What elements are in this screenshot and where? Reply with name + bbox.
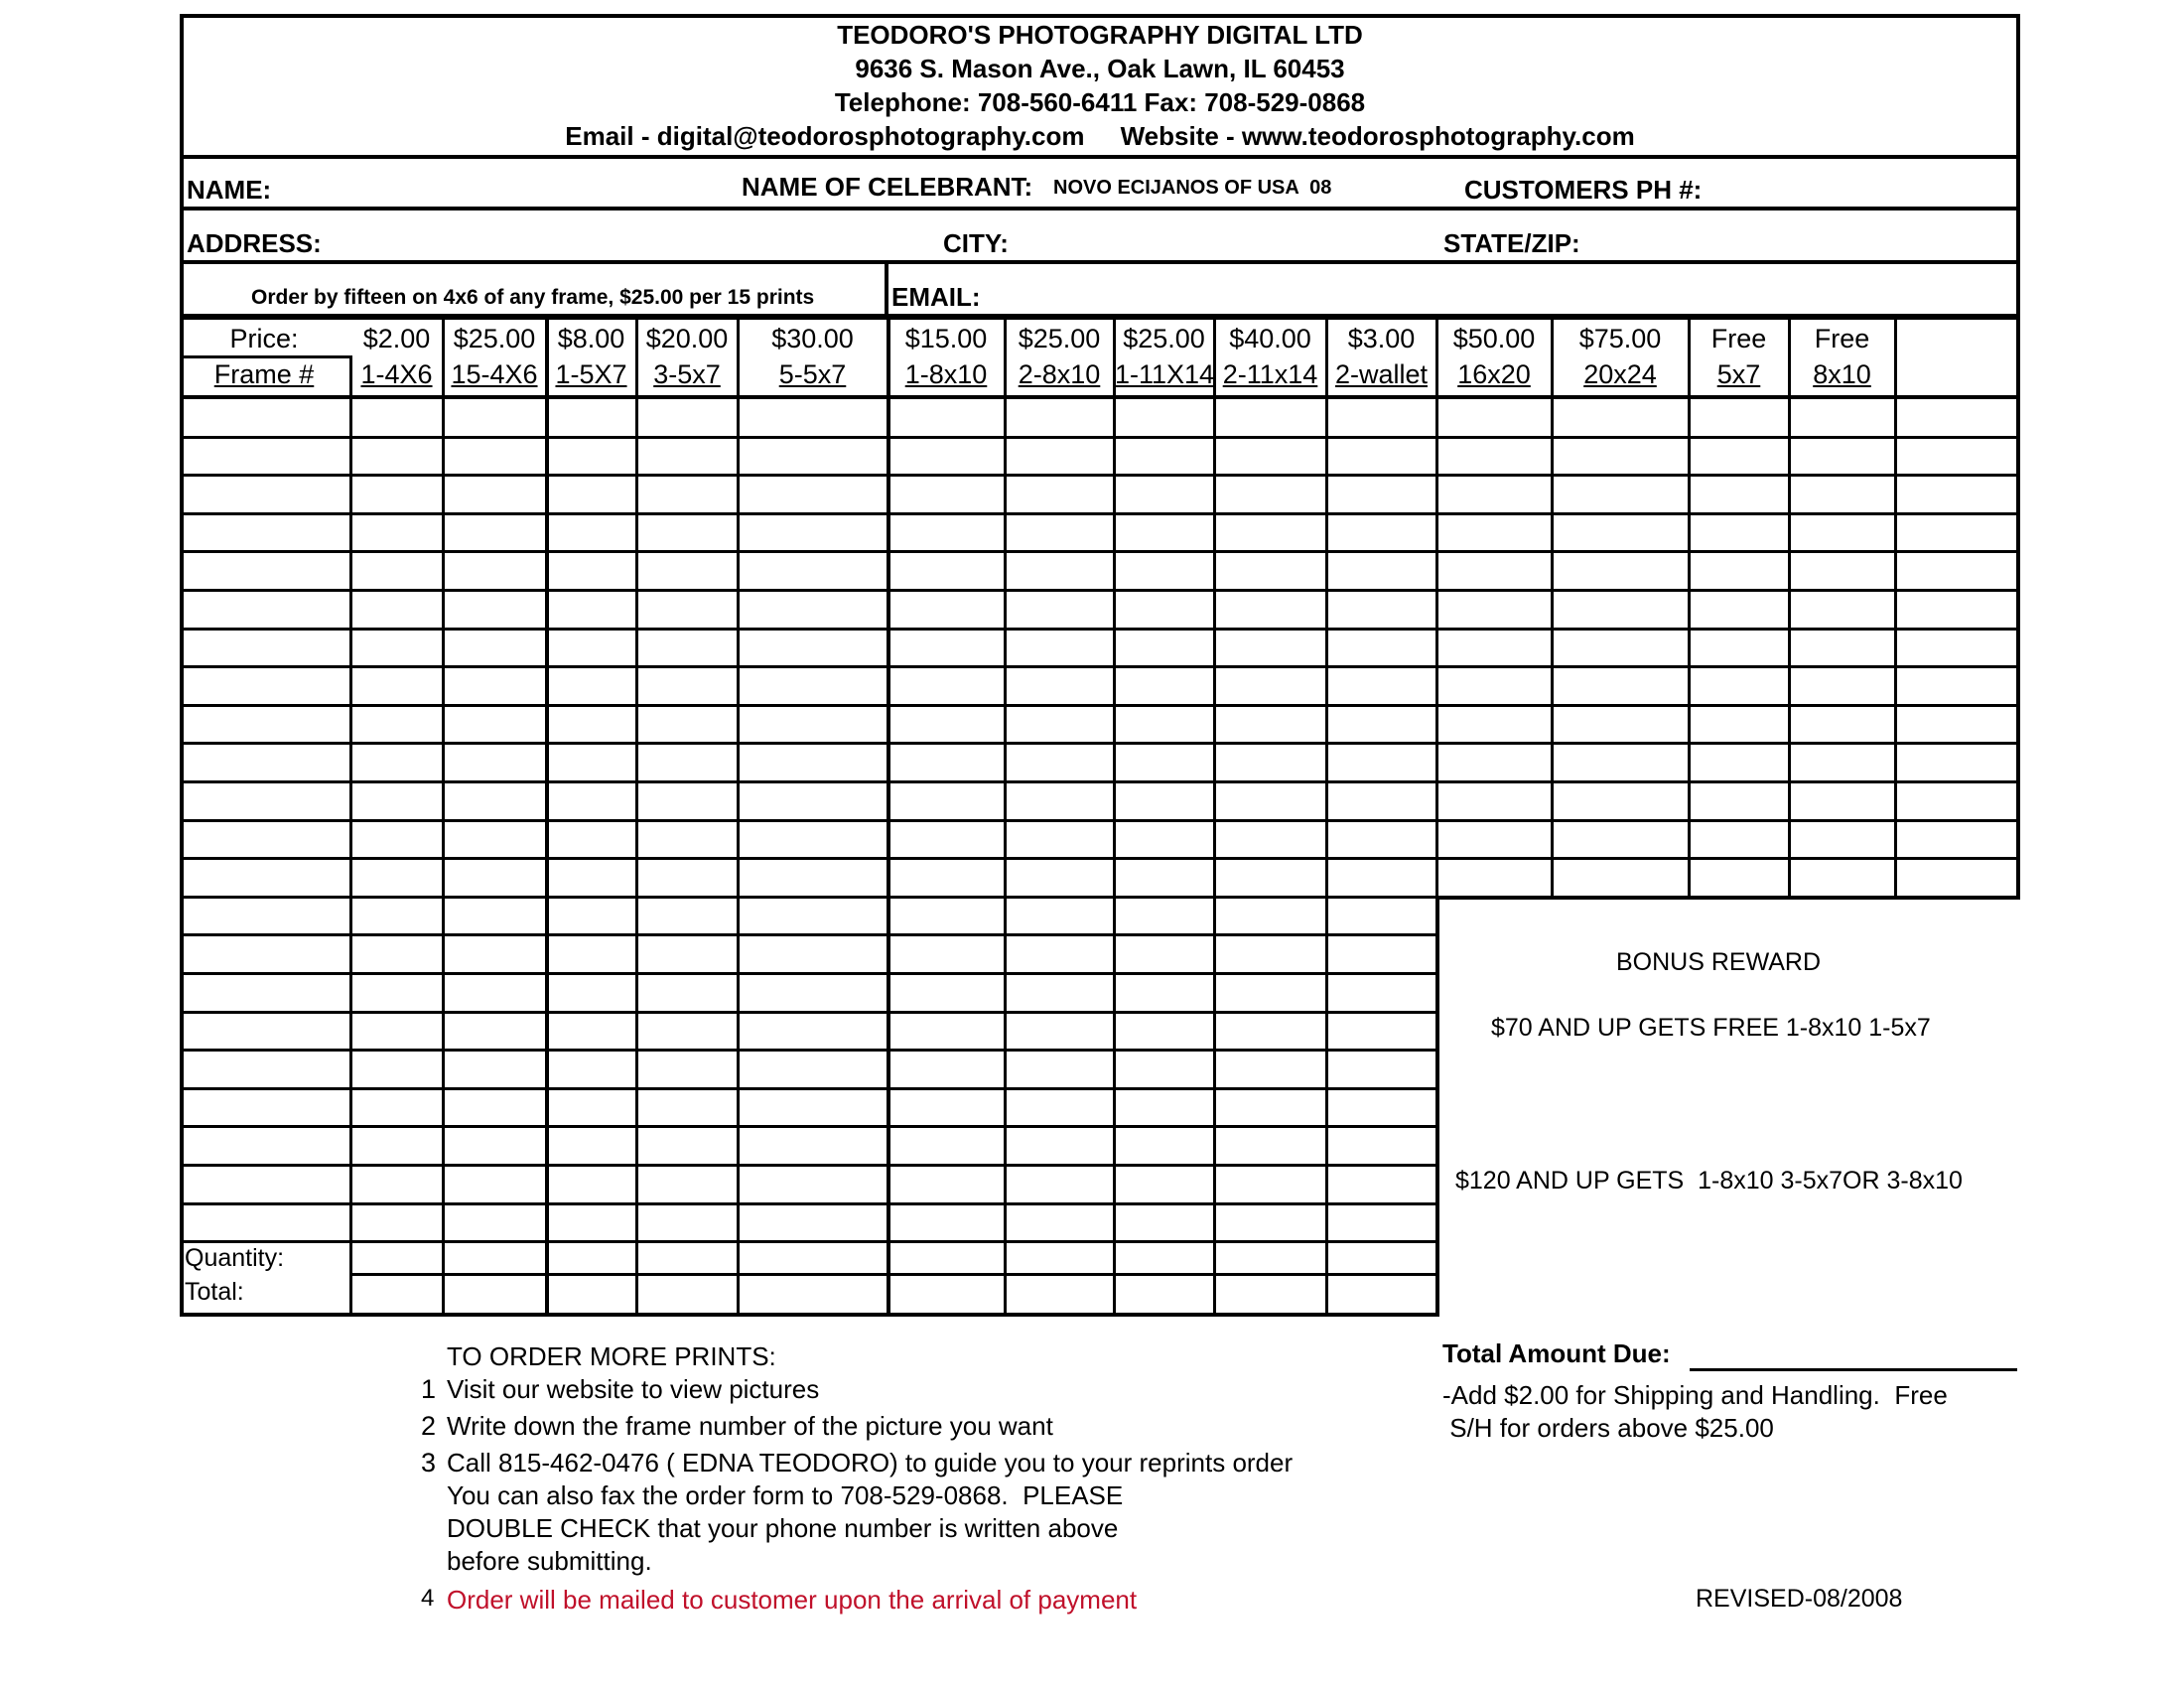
column-size: 1-11X14: [1115, 359, 1215, 389]
email-label: EMAIL:: [891, 282, 981, 312]
company-name: TEODORO'S PHOTOGRAPHY DIGITAL LTD: [837, 20, 1363, 50]
step-text: Order will be mailed to customer upon the arrival of payment: [447, 1585, 1138, 1615]
step-text: Write down the frame number of the picture you want: [447, 1411, 1053, 1441]
step-number: 3: [421, 1448, 437, 1477]
grid-row-line: [180, 933, 1439, 936]
column-price: Free: [1710, 324, 1767, 353]
step-number: 1: [421, 1374, 437, 1404]
order-note: Order by fifteen on 4x6 of any frame, $25.00 per 15 prints: [251, 286, 815, 309]
customer-phone-label: CUSTOMERS PH #:: [1464, 175, 1703, 205]
company-address: 9636 S. Mason Ave., Oak Lawn, IL 60453: [855, 54, 1345, 83]
grid-column-line: [887, 316, 890, 1313]
state-zip-label: STATE/ZIP:: [1443, 228, 1580, 258]
grid-row-line: [180, 1164, 1439, 1167]
column-size: 15-4X6: [451, 359, 538, 389]
grid-row-line: [180, 1240, 1439, 1243]
company-header: [180, 18, 2020, 153]
grid-row-line: [180, 355, 349, 358]
column-price: $25.00: [1018, 324, 1101, 353]
step-number: 2: [421, 1411, 437, 1441]
column-size: 8x10: [1813, 359, 1871, 389]
column-price: $20.00: [645, 324, 729, 353]
revision-label: REVISED-08/2008: [1696, 1585, 1903, 1613]
grid-column-line: [1688, 316, 1691, 896]
grid-row-line: [180, 1202, 1439, 1205]
column-price: $25.00: [1123, 324, 1205, 353]
city-label: CITY:: [943, 228, 1009, 258]
celebrant-value: NOVO ECIJANOS OF USA 08: [1053, 177, 1332, 199]
grid-row-line: [180, 665, 2020, 668]
column-size: 1-4X6: [360, 359, 433, 389]
bonus-line-70: $70 AND UP GETS FREE 1-8x10 1-5x7: [1491, 1014, 1931, 1042]
grid-row-line: [180, 1011, 1439, 1014]
step-text-continued: before submitting.: [447, 1546, 652, 1576]
grid-row-line: [180, 512, 2020, 515]
column-size: 2-11x14: [1222, 359, 1318, 389]
step-text: Visit our website to view pictures: [447, 1374, 820, 1404]
grid-row-line: [180, 780, 2020, 783]
grid-row-line: [180, 857, 2020, 860]
column-price: $75.00: [1578, 324, 1662, 353]
grid-column-line: [1894, 316, 1897, 896]
grid-row-line: [180, 550, 2020, 553]
column-price: $3.00: [1347, 324, 1416, 353]
column-size: 1-5X7: [555, 359, 627, 389]
grid-column-line: [1551, 316, 1554, 896]
column-price: $25.00: [453, 324, 536, 353]
column-size: 20x24: [1583, 359, 1657, 389]
grid-row-line: [349, 1273, 1439, 1276]
step-text: Call 815-462-0476 ( EDNA TEODORO) to guide you to your reprints order: [447, 1448, 1294, 1477]
column-price: $50.00: [1452, 324, 1536, 353]
grid-border: [2016, 316, 2020, 900]
grid-column-line: [442, 316, 445, 1313]
grid-row-line: [180, 704, 2020, 707]
grid-column-line: [737, 316, 740, 1313]
column-size: 5-5x7: [778, 359, 847, 389]
email-input[interactable]: [993, 266, 2015, 312]
grid-column-line: [1213, 316, 1216, 1313]
grid-column-line: [1113, 316, 1116, 1313]
divider: [885, 260, 888, 318]
celebrant-label: NAME OF CELEBRANT:: [742, 172, 1033, 202]
grid-column-line: [1788, 316, 1791, 896]
grid-border: [180, 316, 2020, 320]
grid-row-line: [180, 1125, 1439, 1128]
state-zip-input[interactable]: [1598, 214, 2015, 258]
price-label: Price:: [229, 324, 299, 353]
address-label: ADDRESS:: [187, 228, 322, 258]
grid-row-line: [180, 1087, 1439, 1090]
customer-phone-input[interactable]: [1717, 163, 2015, 205]
column-size: 16x20: [1457, 359, 1531, 389]
column-price: $15.00: [904, 324, 988, 353]
grid-column-line: [1004, 316, 1007, 1313]
name-label: NAME:: [187, 175, 272, 205]
bonus-title: BONUS REWARD: [1616, 948, 1822, 976]
company-phone: Telephone: 708-560-6411 Fax: 708-529-0868: [834, 87, 1366, 117]
column-price: $8.00: [557, 324, 625, 353]
grid-column-line: [349, 355, 352, 1313]
column-size: 3-5x7: [653, 359, 721, 389]
grid-row-line: [180, 819, 2020, 822]
grid-row-line: [180, 474, 2020, 477]
grid-border: [180, 395, 2020, 399]
column-size: 2-wallet: [1334, 359, 1429, 389]
column-price: $40.00: [1229, 324, 1311, 353]
grid-row-line: [180, 589, 2020, 592]
quantity-label: Quantity:: [185, 1244, 285, 1273]
column-price: $30.00: [771, 324, 854, 353]
grid-column-line: [1325, 316, 1328, 1313]
grid-border: [180, 1313, 1439, 1317]
column-size: 1-8x10: [904, 359, 988, 389]
city-input[interactable]: [1023, 214, 1420, 258]
company-email-website: Email - digital@teodorosphotography.com Website - www.teodorosphotography.com: [565, 121, 1635, 151]
column-price: $2.00: [362, 324, 431, 353]
grid-column-line: [635, 316, 638, 1313]
grid-row-line: [180, 742, 2020, 745]
name-input[interactable]: [278, 163, 725, 205]
total-amount-due-input[interactable]: [1690, 1340, 2017, 1371]
grid-row-line: [180, 628, 2020, 631]
column-price: Free: [1814, 324, 1870, 353]
frame-number-label: Frame #: [213, 359, 315, 389]
grid-row-line: [180, 1049, 1439, 1052]
shipping-note: -Add $2.00 for Shipping and Handling. Free: [1442, 1380, 1948, 1410]
instructions-heading: TO ORDER MORE PRINTS:: [447, 1341, 776, 1371]
step-text-continued: DOUBLE CHECK that your phone number is written above: [447, 1513, 1119, 1543]
total-amount-due-label: Total Amount Due:: [1442, 1338, 1671, 1368]
step-number: 4: [421, 1585, 435, 1612]
shipping-note: S/H for orders above $25.00: [1442, 1413, 1774, 1443]
grid-border: [180, 316, 184, 1317]
grid-column-line: [545, 316, 549, 1313]
column-size: 2-8x10: [1018, 359, 1101, 389]
grid-row-line: [180, 972, 1439, 975]
grid-row-line: [180, 436, 2020, 439]
grid-column-line: [1435, 316, 1438, 1313]
bonus-line-120: $120 AND UP GETS 1-8x10 3-5x7OR 3-8x10: [1455, 1167, 1963, 1195]
address-input[interactable]: [328, 214, 923, 258]
total-label: Total:: [185, 1278, 244, 1307]
step-text-continued: You can also fax the order form to 708-529-0868. PLEASE: [447, 1480, 1124, 1510]
column-size: 5x7: [1716, 359, 1761, 389]
grid-border: [1435, 896, 2020, 900]
